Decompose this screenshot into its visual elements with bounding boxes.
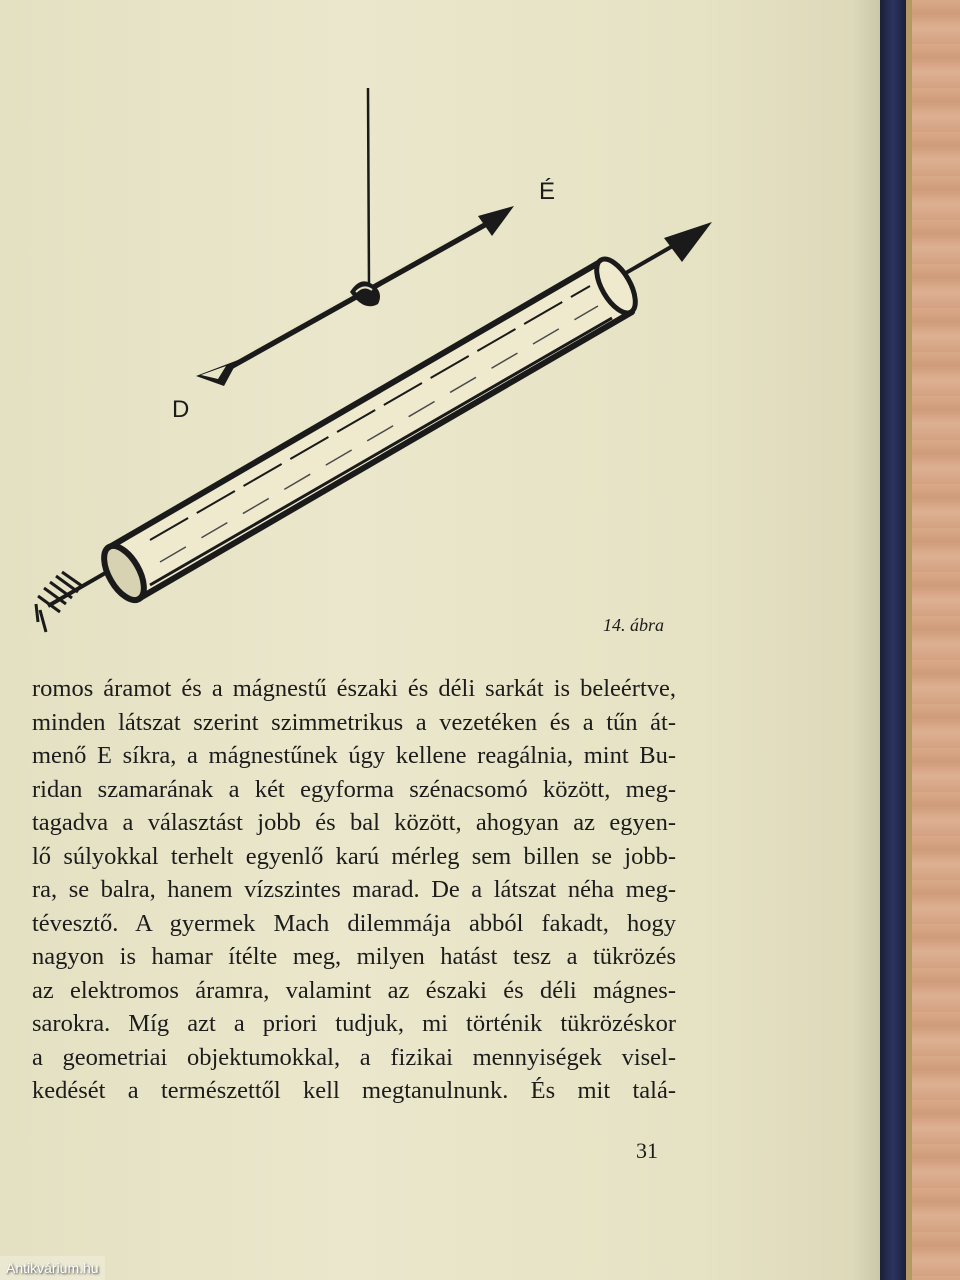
suspension-thread xyxy=(368,88,369,288)
text-line: minden látszat szerint szimmetrikus a vezetéken és a tűn át- xyxy=(32,708,676,736)
figure-14-illustration xyxy=(0,0,860,650)
figure-caption: 14. ábra xyxy=(603,615,665,635)
text-line: ridan szamarának a két egyforma szénacsomó között, meg- xyxy=(32,775,676,803)
text-line: sarokra. Míg azt a priori tudjuk, mi történik tükrözéskor xyxy=(32,1010,676,1037)
south-label: D xyxy=(172,396,190,423)
page-number: 31 xyxy=(636,1138,658,1163)
text-line: menő E síkra, a mágnestűnek úgy kellene reagálnia, mint Bu- xyxy=(32,742,676,769)
text-line: nagyon is hamar ítélte meg, milyen hatást tesz a tükrözés xyxy=(32,943,676,970)
text-line: ra, se balra, hanem vízszintes marad. De a látszat néha meg- xyxy=(32,876,676,903)
page-edge xyxy=(852,0,882,1280)
text-line: lő súlyokkal terhelt egyenlő karú mérleg sem billen se jobb- xyxy=(32,842,676,870)
north-label: É xyxy=(539,178,556,205)
text-line: tagadva a választást jobb és bal között, ahogyan az egyen- xyxy=(32,809,676,836)
wooden-surface xyxy=(912,0,960,1280)
text-line: tévesztő. A gyermek Mach dilemmája abból fakadt, hogy xyxy=(32,909,676,937)
text-line: az elektromos áramra, valamint az északi és déli mágnes- xyxy=(32,976,676,1004)
text-line: a geometriai objektumokkal, a fizikai mennyiségek visel- xyxy=(32,1043,676,1071)
watermark: Antikvárium.hu xyxy=(0,1256,105,1280)
text-line: romos áramot és a mágnestű északi és déli sarkát is beleértve, xyxy=(32,675,676,702)
book-cover-edge xyxy=(880,0,906,1280)
text-line: kedését a természettől kell megtanulnunk. És mit talá- xyxy=(32,1077,676,1104)
body-text xyxy=(32,672,676,1108)
